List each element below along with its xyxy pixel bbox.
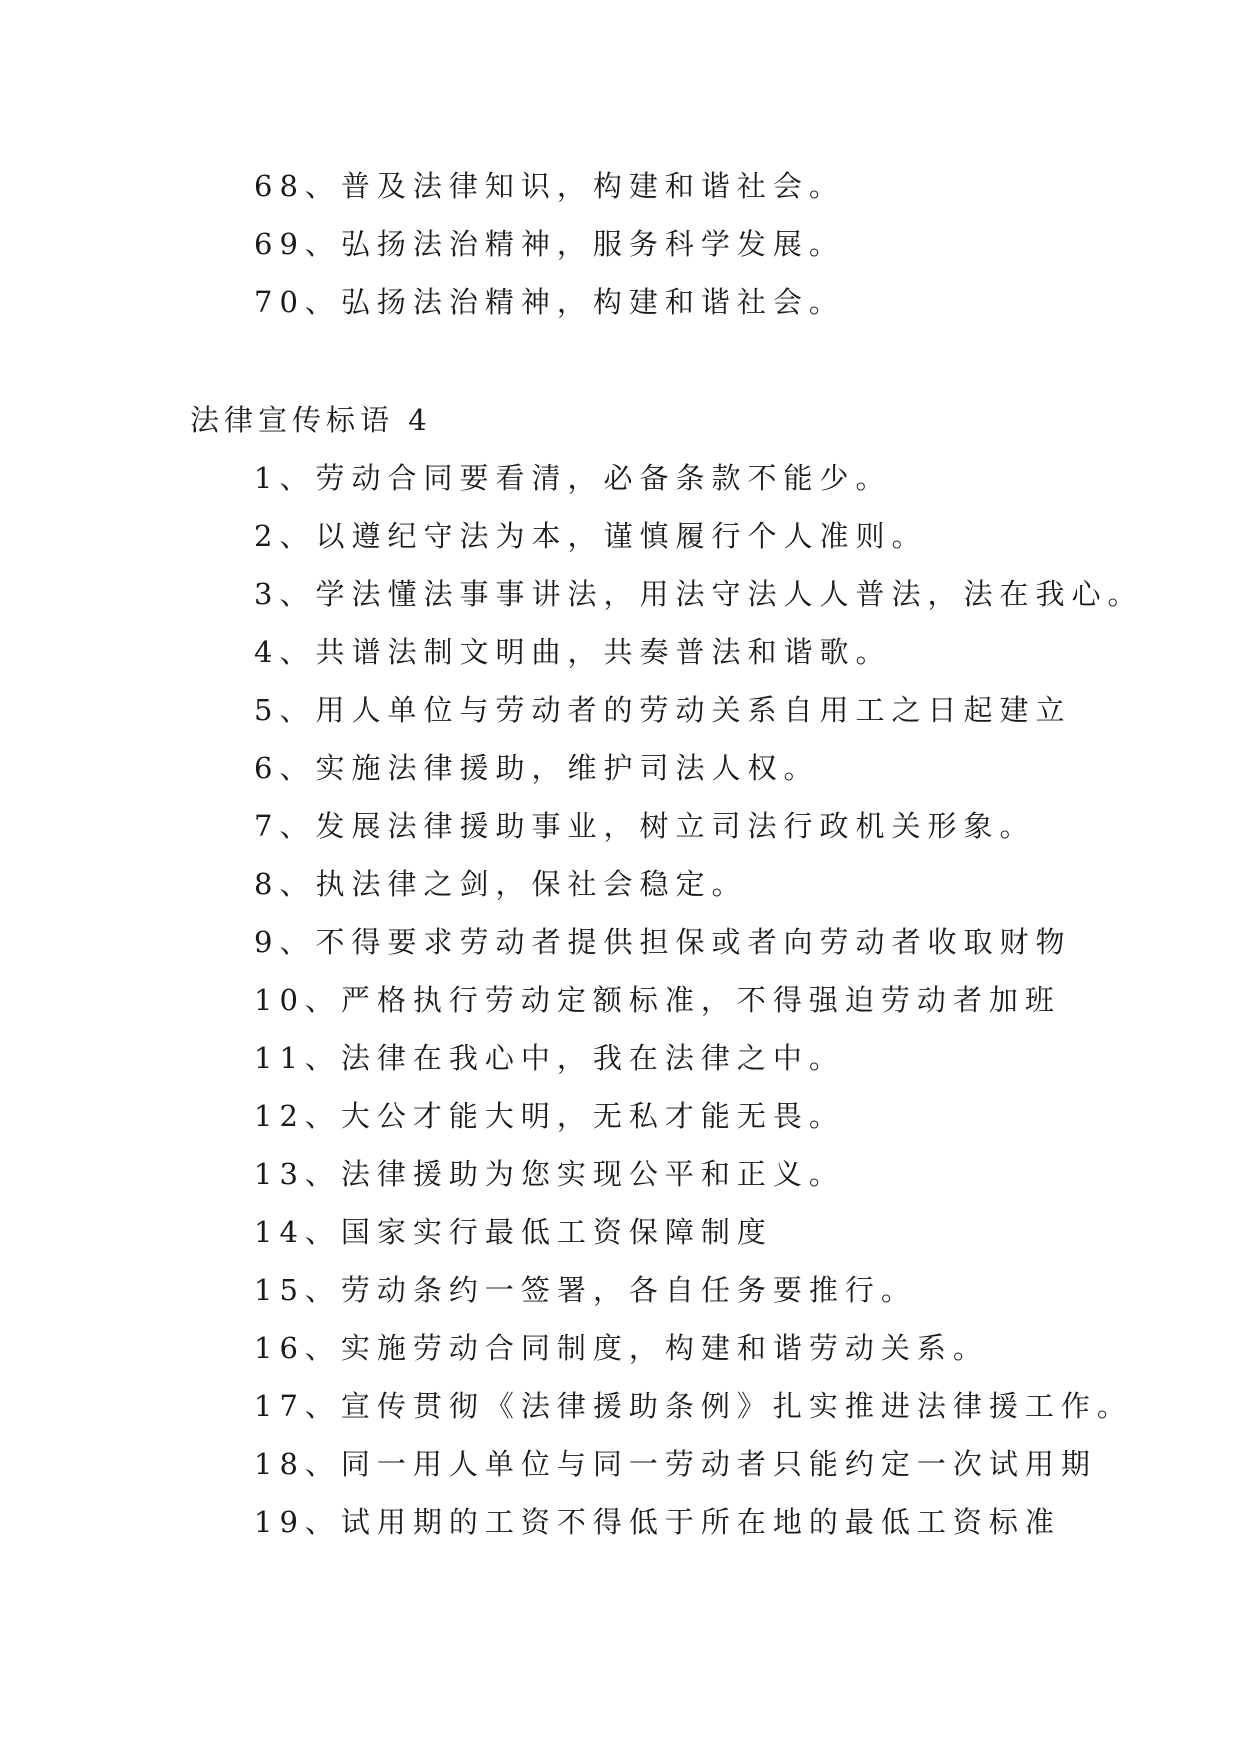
slogan-line: 14、国家实行最低工资保障制度 bbox=[254, 1215, 773, 1249]
slogan-line: 10、严格执行劳动定额标准，不得强迫劳动者加班 bbox=[254, 983, 1061, 1017]
slogan-line-69: 69、弘扬法治精神，服务科学发展。 bbox=[254, 227, 845, 261]
slogan-line: 7、发展法律援助事业，树立司法行政机关形象。 bbox=[254, 809, 1036, 843]
slogan-line: 6、实施法律援助，维护司法人权。 bbox=[254, 751, 820, 785]
slogan-line: 2、以遵纪守法为本，谨慎履行个人准则。 bbox=[254, 519, 928, 553]
slogan-line: 5、用人单位与劳动者的劳动关系自用工之日起建立 bbox=[254, 693, 1072, 727]
slogan-line: 12、大公才能大明，无私才能无畏。 bbox=[254, 1099, 845, 1133]
slogan-line: 18、同一用人单位与同一劳动者只能约定一次试用期 bbox=[254, 1447, 1097, 1481]
slogan-line: 9、不得要求劳动者提供担保或者向劳动者收取财物 bbox=[254, 925, 1072, 959]
slogan-line: 1、劳动合同要看清，必备条款不能少。 bbox=[254, 461, 892, 495]
slogan-line: 17、宣传贯彻《法律援助条例》扎实推进法律援工作。 bbox=[254, 1389, 1133, 1423]
slogan-line-68: 68、普及法律知识，构建和谐社会。 bbox=[254, 169, 845, 203]
slogan-line: 11、法律在我心中，我在法律之中。 bbox=[254, 1041, 845, 1075]
slogan-line: 8、执法律之剑，保社会稳定。 bbox=[254, 867, 748, 901]
slogan-line: 16、实施劳动合同制度，构建和谐劳动关系。 bbox=[254, 1331, 989, 1365]
slogan-line: 4、共谱法制文明曲，共奏普法和谐歌。 bbox=[254, 635, 892, 669]
slogan-line-70: 70、弘扬法治精神，构建和谐社会。 bbox=[254, 285, 845, 319]
slogan-line: 19、试用期的工资不得低于所在地的最低工资标准 bbox=[254, 1505, 1061, 1539]
section-title: 法律宣传标语 4 bbox=[190, 403, 432, 437]
slogan-line: 13、法律援助为您实现公平和正义。 bbox=[254, 1157, 845, 1191]
slogan-line: 3、学法懂法事事讲法，用法守法人人普法，法在我心。 bbox=[254, 577, 1144, 611]
slogan-line: 15、劳动条约一签署，各自任务要推行。 bbox=[254, 1273, 917, 1307]
